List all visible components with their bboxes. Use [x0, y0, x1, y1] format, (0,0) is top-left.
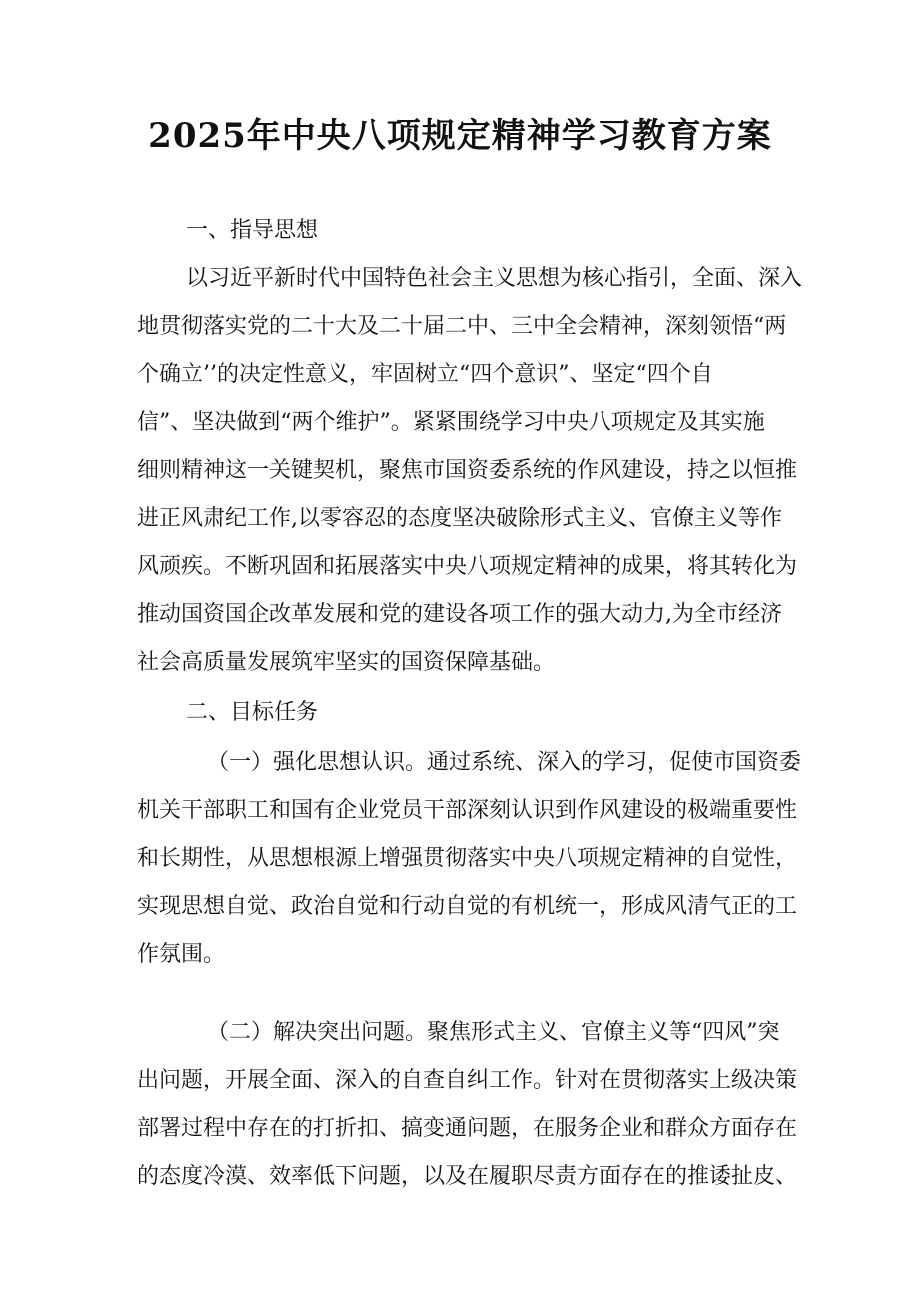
- paragraph-line: 机关干部职工和国有企业党员干部深刻认识到作风建设的极端重要性: [137, 798, 798, 823]
- paragraph-line: 的态度冷漠、效率低下问题，以及在履职尽责方面存在的推诿扯皮、: [137, 1164, 798, 1189]
- paragraph-line: （一）强化思想认识。通过系统、深入的学习，促使市国资委: [207, 750, 802, 775]
- paragraph-line: 和长期性，从思想根源上增强贯彻落实中央八项规定精神的自觉性，: [137, 846, 798, 871]
- paragraph-line: 部署过程中存在的打折扣、搞变通问题，在服务企业和群众方面存在: [137, 1116, 798, 1141]
- paragraph-line: 个确立’’的决定性意义，牢固树立“四个意识”、坚定“四个自: [137, 362, 713, 387]
- paragraph-line: 进正风肃纪工作,以零容忍的态度坚决破除形式主义、官僚主义等作: [137, 506, 782, 531]
- section-heading-guiding-ideology: 一、指导思想: [186, 218, 319, 243]
- paragraph-line: 风顽疾。不断巩固和拓展落实中央八项规定精神的成果，将其转化为: [137, 554, 798, 579]
- paragraph-line: 推动国资国企改革发展和党的建设各项工作的强大动力,为全市经济: [137, 602, 782, 627]
- paragraph-line: 出问题，开展全面、深入的自查自纠工作。针对在贯彻落实上级决策: [137, 1068, 798, 1093]
- paragraph-line: 社会高质量发展筑牢坚实的国资保障基础。: [137, 650, 556, 675]
- paragraph-line: 作氛围。: [137, 942, 226, 967]
- paragraph-line: 实现思想自觉、政治自觉和行动自觉的有机统一，形成风清气正的工: [137, 894, 798, 919]
- section-heading-goals-tasks: 二、目标任务: [186, 700, 319, 725]
- paragraph-line: 细则精神这一关键契机，聚焦市国资委系统的作风建设，持之以恒推: [137, 458, 798, 483]
- paragraph-line: 以习近平新时代中国特色社会主义思想为核心指引，全面、深入: [186, 266, 803, 291]
- paragraph-line: （二）解决突出问题。聚焦形式主义、官僚主义等“四风”突: [207, 1020, 780, 1045]
- document-title: 2025年中央八项规定精神学习教育方案: [148, 116, 772, 156]
- paragraph-line: 信”、坚决做到“两个维护”。紧紧围绕学习中央八项规定及其实施: [137, 410, 765, 435]
- paragraph-line: 地贯彻落实党的二十大及二十届二中、三中全会精神，深刻领悟“两: [137, 314, 787, 339]
